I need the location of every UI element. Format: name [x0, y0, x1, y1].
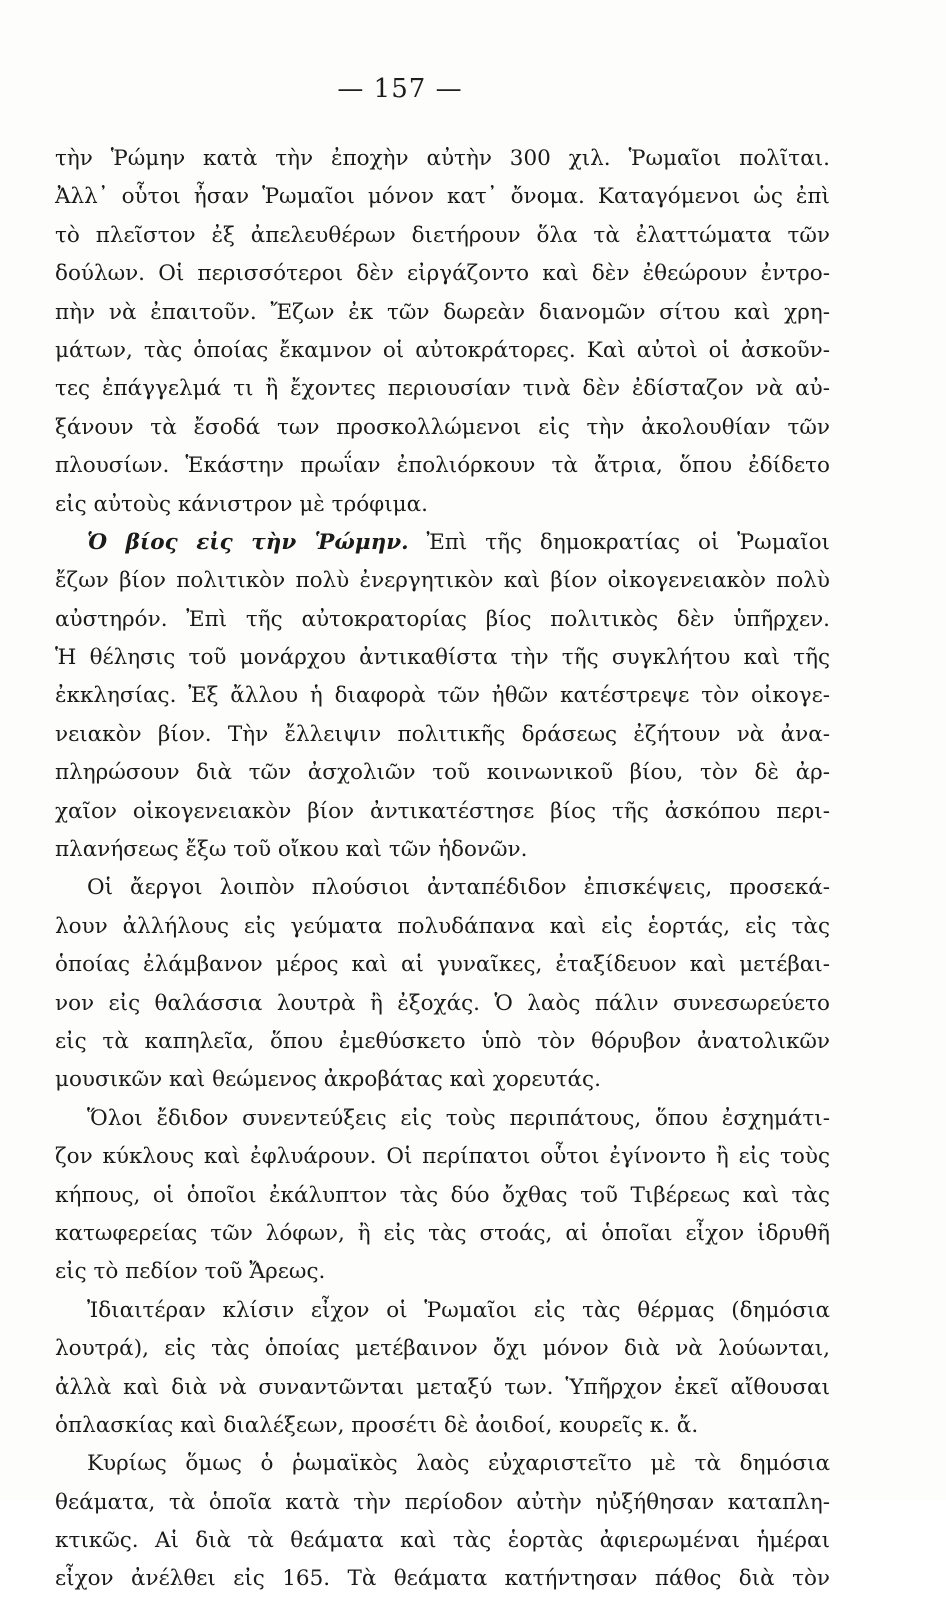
text-line: τὸ πλεῖστον ἐξ ἀπελευθέρων διετήρουν ὅλα τὰ ἐλαττώματα τῶν: [55, 222, 830, 248]
section-heading: Ὁ βίος εἰς τὴν Ῥώμην.: [87, 529, 409, 555]
text-line: χαῖον οἰκογενειακὸν βίον ἀντικατέστησε βίος τῆς ἀσκόπου περι-: [55, 798, 830, 824]
text-line: θεάματα, τὰ ὁποῖα κατὰ τὴν περίοδον αὐτὴν ηὐξήθησαν καταπλη-: [55, 1489, 830, 1515]
text-line: εἰς τὸ πεδίον τοῦ Ἄρεως.: [55, 1259, 326, 1285]
text-line: ἐκκλησίας. Ἐξ ἄλλου ἡ διαφορὰ τῶν ἠθῶν κατέστρεψε τὸν οἰκογε-: [55, 683, 830, 709]
text-line: πλανήσεως ἔξω τοῦ οἴκου καὶ τῶν ἡδονῶν.: [55, 837, 528, 863]
text-line: Ἡ θέλησις τοῦ μονάρχου ἀντικαθίστα τὴν τῆς συγκλήτου καὶ τῆς: [55, 645, 830, 671]
heading-line-rest: Ἐπὶ τῆς δημοκρατίας οἱ Ῥωμαῖοι: [408, 529, 830, 555]
text-line: κήπους, οἱ ὁποῖοι ἐκάλυπτον τὰς δύο ὄχθας τοῦ Τιβέρεως καὶ τὰς: [55, 1182, 830, 1208]
text-line: ζον κύκλους καὶ ἐφλυάρουν. Οἱ περίπατοι οὗτοι ἐγίνοντο ἢ εἰς τοὺς: [55, 1144, 830, 1170]
text-line: Ὅλοι ἔδιδον συνεντεύξεις εἰς τοὺς περιπάτους, ὅπου ἐσχημάτι-: [87, 1105, 830, 1131]
text-line: τὴν Ῥώμην κατὰ τὴν ἐποχὴν αὐτὴν 300 χιλ. Ῥωμαῖοι πολῖται.: [55, 146, 830, 171]
text-line: ὁποίας ἐλάμβανον μέρος καὶ αἱ γυναῖκες, ἐταξίδευον καὶ μετέβαι-: [55, 952, 830, 978]
text-line: εἰς τὰ καπηλεῖα, ὅπου ἐμεθύσκετο ὑπὸ τὸν θόρυβον ἀνατολικῶν: [55, 1028, 830, 1054]
section-heading-line: [55, 524, 830, 562]
page-number: — 157 —: [337, 74, 463, 104]
text-line: εἰς αὐτοὺς κάνιστρον μὲ τρόφιμα.: [55, 491, 428, 517]
text-line: δούλων. Οἱ περισσότεροι δὲν εἰργάζοντο καὶ δὲν ἐθεώρουν ἐντρο-: [55, 261, 830, 287]
text-line: Οἱ ἄεργοι λοιπὸν πλούσιοι ἀνταπέδιδον ἐπισκέψεις, προσεκά-: [87, 875, 830, 901]
text-line: κατωφερείας τῶν λόφων, ἢ εἰς τὰς στοάς, αἱ ὁποῖαι εἶχον ἱδρυθῆ: [55, 1220, 830, 1246]
text-line: ἔζων βίον πολιτικὸν πολὺ ἐνεργητικὸν καὶ βίον οἰκογενειακὸν πολὺ: [55, 568, 830, 594]
text-line: πλουσίων. Ἑκάστην πρωΐαν ἐπολιόρκουν τὰ ἄτρια, ὅπου ἐδίδετο: [55, 453, 830, 479]
text-line: πὴν νὰ ἐπαιτοῦν. Ἔζων ἐκ τῶν δωρεὰν διανομῶν σίτου καὶ χρη-: [55, 299, 830, 325]
text-line: κτικῶς. Αἱ διὰ τὰ θεάματα καὶ τὰς ἑορτὰς ἀφιερωμέναι ἡμέραι: [55, 1528, 830, 1554]
body-text: [55, 140, 830, 1599]
text-line: Ἰδιαιτέραν κλίσιν εἶχον οἱ Ῥωμαῖοι εἰς τὰς θέρμας (δημόσια: [87, 1297, 830, 1323]
text-line: νον εἰς θαλάσσια λουτρὰ ἢ ἐξοχάς. Ὁ λαὸς πάλιν συνεσωρεύετο: [55, 990, 830, 1016]
text-line: λουν ἀλλήλους εἰς γεύματα πολυδάπανα καὶ εἰς ἑορτάς, εἰς τὰς: [55, 913, 830, 939]
text-line: ὁπλασκίας καὶ διαλέξεων, προσέτι δὲ ἀοιδοί, κουρεῖς κ. ἄ.: [55, 1412, 699, 1438]
text-line: εἶχον ἀνέλθει εἰς 165. Τὰ θεάματα κατήντησαν πάθος διὰ τὸν: [55, 1566, 830, 1592]
text-line: ἀλλὰ καὶ διὰ νὰ συναντῶνται μεταξύ των. Ὑπῆρχον ἐκεῖ αἴθουσαι: [55, 1374, 830, 1400]
text-line: πληρώσουν διὰ τῶν ἀσχολιῶν τοῦ κοινωνικοῦ βίου, τὸν δὲ ἀρ-: [55, 760, 830, 786]
text-line: μουσικῶν καὶ θεώμενος ἀκροβάτας καὶ χορευτάς.: [55, 1067, 601, 1093]
text-line: μάτων, τὰς ὁποίας ἔκαμνον οἱ αὐτοκράτορες. Καὶ αὐτοὶ οἱ ἀσκοῦν-: [55, 337, 830, 363]
text-line: λουτρά), εἰς τὰς ὁποίας μετέβαινον ὄχι μόνον διὰ νὰ λούωνται,: [55, 1336, 830, 1362]
text-line: Κυρίως ὅμως ὁ ῥωμαϊκὸς λαὸς εὐχαριστεῖτο μὲ τὰ δημόσια: [87, 1451, 830, 1477]
text-line: νειακὸν βίον. Τὴν ἔλλειψιν πολιτικῆς δράσεως ἐζήτουν νὰ ἀνα-: [55, 721, 830, 747]
text-line: ξάνουν τὰ ἔσοδά των προσκολλώμενοι εἰς τὴν ἀκολουθίαν τῶν: [55, 414, 830, 440]
text-line: αὐστηρόν. Ἐπὶ τῆς αὐτοκρατορίας βίος πολιτικὸς δὲν ὑπῆρχεν.: [55, 606, 830, 632]
text-line: Ἀλλ᾽ οὗτοι ἦσαν Ῥωμαῖοι μόνον κατ᾽ ὄνομα. Καταγόμενοι ὡς ἐπὶ: [55, 184, 830, 210]
text-line: τες ἐπάγγελμά τι ἢ ἔχοντες περιουσίαν τινὰ δὲν ἐδίσταζον νὰ αὐ-: [55, 376, 830, 402]
